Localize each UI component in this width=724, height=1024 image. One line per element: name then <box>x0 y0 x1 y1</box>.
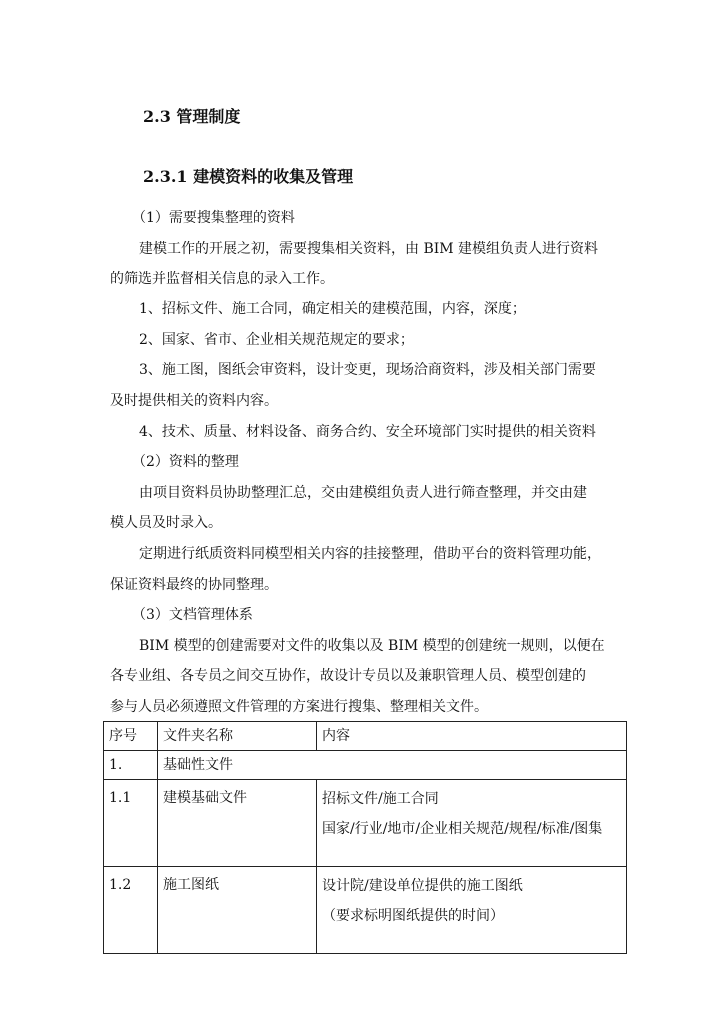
table-header-row <box>104 722 627 751</box>
paragraph-line: 2、国家、省市、企业相关规范规定的要求； <box>139 332 414 348</box>
section-heading: 2.3 管理制度 <box>143 107 241 126</box>
paragraph-line: 模人员及时录入。 <box>110 515 222 531</box>
content-line: 招标文件/施工合同 <box>322 791 439 807</box>
item-heading-3: （3）文档管理体系 <box>132 607 253 623</box>
header-no: 序号 <box>104 722 158 751</box>
paragraph-line: 建模工作的开展之初，需要搜集相关资料，由 BIM 建模组负责人进行资料 <box>139 241 599 257</box>
paragraph-line: 3、施工图，图纸会审资料，设计变更，现场洽商资料，涉及相关部门需要 <box>139 362 596 378</box>
content-line: 设计院/建设单位提供的施工图纸 <box>322 878 523 894</box>
subsection-heading: 2.3.1 建模资料的收集及管理 <box>143 167 354 186</box>
cell-no: 1. <box>104 751 158 780</box>
paragraph-line: 定期进行纸质资料同模型相关内容的挂接整理，借助平台的资料管理功能， <box>139 546 601 562</box>
document-table <box>103 721 627 954</box>
cell-no: 1.1 <box>104 780 158 867</box>
paragraph-line: 保证资料最终的协同整理。 <box>110 577 278 593</box>
paragraph-line: 参与人员必须遵照文件管理的方案进行搜集、整理相关文件。 <box>110 699 488 715</box>
item-heading-2: （2）资料的整理 <box>132 454 239 470</box>
cell-no: 1.2 <box>104 867 158 954</box>
paragraph-line: 的筛选并监督相关信息的录入工作。 <box>110 271 334 287</box>
table-row <box>104 751 627 780</box>
paragraph-line: 由项目资料员协助整理汇总，交由建模组负责人进行筛查整理，并交由建 <box>139 485 587 501</box>
item-heading-1: （1）需要搜集整理的资料 <box>132 210 295 226</box>
paragraph-line: 及时提供相关的资料内容。 <box>110 393 278 409</box>
paragraph-line: 1、招标文件、施工合同，确定相关的建模范围，内容，深度； <box>139 301 526 317</box>
paragraph-line: BIM 模型的创建需要对文件的收集以及 BIM 模型的创建统一规则，以便在 <box>139 638 605 654</box>
cell-content <box>317 780 627 867</box>
table-row <box>104 780 627 867</box>
cell-folder-name: 施工图纸 <box>158 867 317 954</box>
content-line: 国家/行业/地市/企业相关规范/规程/标准/图集 <box>322 821 603 837</box>
paragraph-line: 各专业组、各专员之间交互协作，故设计专员以及兼职管理人员、模型创建的 <box>110 668 586 684</box>
cell-folder-name: 建模基础文件 <box>158 780 317 867</box>
paragraph-line: 4、技术、质量、材料设备、商务合约、安全环境部门实时提供的相关资料 <box>139 424 596 440</box>
header-folder-name: 文件夹名称 <box>158 722 317 751</box>
header-content: 内容 <box>317 722 627 751</box>
content-line: （要求标明图纸提供的时间） <box>322 908 504 924</box>
cell-folder-name: 基础性文件 <box>158 751 627 780</box>
table-row <box>104 867 627 954</box>
cell-content <box>317 867 627 954</box>
